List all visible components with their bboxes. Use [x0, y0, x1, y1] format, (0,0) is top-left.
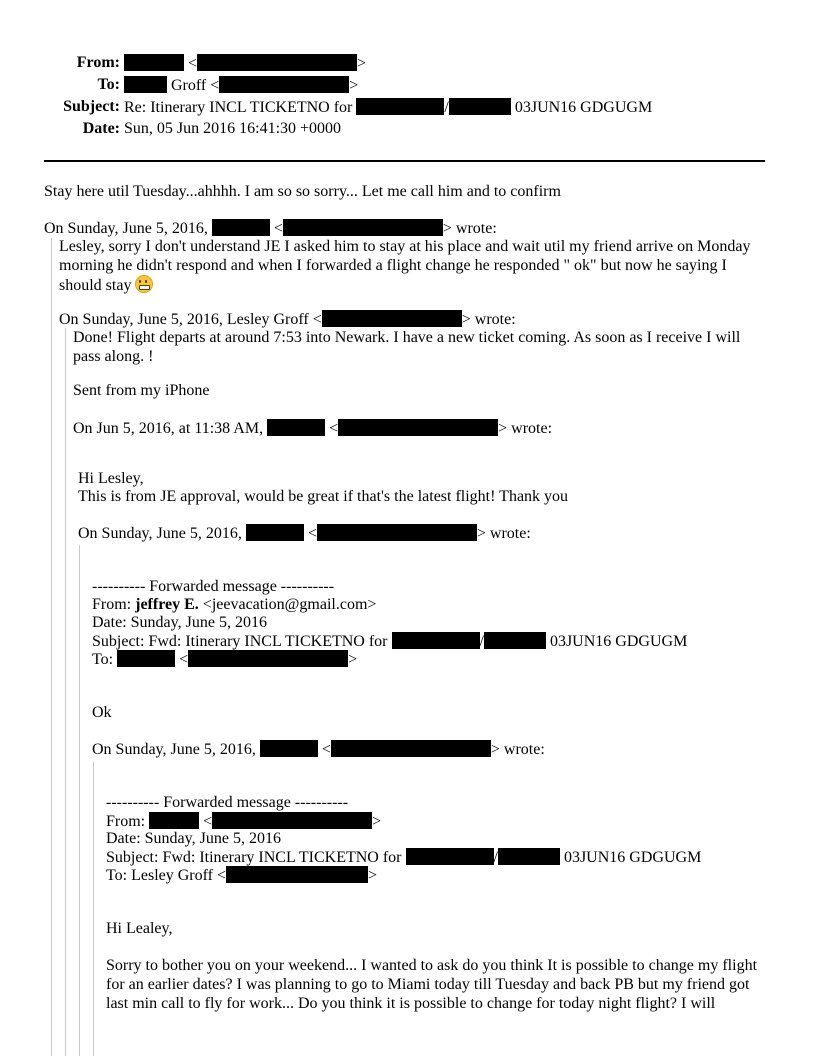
- redaction: [212, 219, 270, 236]
- grimacing-face-icon: [135, 275, 153, 293]
- redaction: [124, 76, 167, 93]
- subject-text: Re: Itinerary INCL TICKETNO for: [124, 99, 353, 116]
- from-label: From:: [92, 596, 132, 613]
- wrote-text: > wrote:: [476, 525, 531, 542]
- quoted-message-3: This is from JE approval, would be great if that's the latest flight! Thank you: [78, 488, 569, 505]
- sender-email: <jeevacation@gmail.com>: [202, 596, 377, 613]
- date-label: Date:: [82, 120, 120, 137]
- redaction: [406, 848, 494, 865]
- quote-bar: [79, 545, 80, 1056]
- to-name: Groff: [171, 77, 207, 94]
- redaction: [246, 524, 304, 541]
- fwd1-date: Date: Sunday, June 5, 2016: [92, 614, 267, 631]
- from-label: From:: [76, 54, 120, 71]
- quote-attribution-4: On Sunday, June 5, 2016, < > wrote:: [78, 525, 531, 542]
- date-value: Sun, 05 Jun 2016 16:41:30 +0000: [124, 120, 342, 137]
- attribution-text: On Sunday, June 5, 2016,: [44, 220, 208, 237]
- fwd1-from: [92, 596, 376, 614]
- forwarded-marker: ---------- Forwarded message ----------: [106, 794, 349, 811]
- greeting: Hi Lesley,: [78, 470, 144, 487]
- redaction: [317, 524, 477, 541]
- redaction: [267, 419, 325, 436]
- subject-label: Subject:: [63, 98, 120, 115]
- redaction: [149, 812, 199, 829]
- subject-text: Subject: Fwd: Itinerary INCL TICKETNO for: [106, 849, 402, 866]
- quoted-message-1: [59, 237, 759, 295]
- quote-attribution-1: On Sunday, June 5, 2016, < > wrote:: [44, 220, 497, 237]
- quote-attribution-2: [59, 310, 516, 329]
- reply-text: Stay here util Tuesday...ahhhh. I am so so sorry... Let me call him and to confirm: [44, 183, 561, 200]
- redaction: [212, 812, 372, 829]
- from-value: < >: [124, 54, 366, 73]
- redaction: [322, 310, 462, 327]
- quoted-message-2: Done! Flight departs at around 7:53 into Newark. I have a new ticket coming. As soon as I receive I will pass along. !: [73, 329, 741, 365]
- redaction: [283, 219, 443, 236]
- redaction: [188, 650, 348, 667]
- wrote-text: > wrote:: [461, 311, 516, 328]
- quote-bar: [93, 762, 94, 1056]
- ok-text: Ok: [92, 704, 112, 721]
- sender-name: jeffrey E.: [135, 596, 199, 613]
- redaction: [392, 632, 480, 649]
- redaction: [331, 740, 491, 757]
- forwarded-marker: ---------- Forwarded message ----------: [92, 578, 335, 595]
- quote-attribution-5: On Sunday, June 5, 2016, < > wrote:: [92, 741, 545, 758]
- redaction: [219, 76, 349, 93]
- attribution-text: On Sunday, June 5, 2016,: [92, 741, 256, 758]
- subject-code: 03JUN16 GDGUGM: [563, 849, 702, 866]
- quoted-message-5: Sorry to bother you on your weekend... I wanted to ask do you think It is possible to change my flight for an earlier dates? I was planning to go to Miami today till Tuesday and back PB but my friend got last min call to fly for work... Do you think it is possible to change for today night flight? I will: [106, 957, 758, 1012]
- from-label: From:: [106, 813, 146, 830]
- fwd1-to: To: < >: [92, 651, 358, 668]
- redaction: [449, 98, 511, 115]
- attribution-text: On Jun 5, 2016, at 11:38 AM,: [73, 420, 264, 437]
- fwd1-subject: Subject: Fwd: Itinerary INCL TICKETNO for / 03JUN16 GDGUGM: [92, 633, 688, 650]
- fwd2-from: From: < >: [106, 813, 382, 830]
- redaction: [260, 740, 318, 757]
- redaction: [197, 54, 357, 71]
- subject-code: 03JUN16 GDGUGM: [514, 99, 653, 116]
- to-value: Groff < >: [124, 76, 358, 95]
- subject-code: 03JUN16 GDGUGM: [549, 633, 688, 650]
- fwd2-to: To: Lesley Groff < >: [106, 867, 378, 884]
- quote-bar: [51, 238, 52, 1056]
- to-text: To: Lesley Groff <: [106, 867, 227, 884]
- message-text: Lesley, sorry I don't understand JE I asked him to stay at his place and wait util my friend arrive on Monday morning he didn't respond and when I forwarded a flight change he responded " ok" but now he saying I should stay: [59, 238, 751, 294]
- sent-from: Sent from my iPhone: [73, 382, 210, 399]
- redaction: [124, 54, 184, 71]
- fwd2-subject: Subject: Fwd: Itinerary INCL TICKETNO for / 03JUN16 GDGUGM: [106, 849, 702, 866]
- redaction: [117, 650, 175, 667]
- quote-bar: [65, 328, 66, 1056]
- wrote-text: > wrote:: [490, 741, 545, 758]
- attribution-text: On Sunday, June 5, 2016, Lesley Groff <: [59, 311, 322, 328]
- to-label: To:: [92, 651, 114, 668]
- redaction: [226, 866, 368, 883]
- to-label: To:: [97, 76, 120, 93]
- greeting: Hi Lealey,: [106, 920, 173, 937]
- redaction: [356, 98, 444, 115]
- wrote-text: > wrote:: [442, 220, 497, 237]
- header-divider: [44, 160, 765, 162]
- subject-value: Re: Itinerary INCL TICKETNO for / 03JUN16 GDGUGM: [124, 99, 653, 116]
- quote-attribution-3: On Jun 5, 2016, at 11:38 AM, < > wrote:: [73, 420, 553, 437]
- redaction: [338, 419, 498, 436]
- fwd2-date: Date: Sunday, June 5, 2016: [106, 830, 281, 847]
- subject-text: Subject: Fwd: Itinerary INCL TICKETNO for: [92, 633, 388, 650]
- attribution-text: On Sunday, June 5, 2016,: [78, 525, 242, 542]
- wrote-text: > wrote:: [498, 420, 553, 437]
- redaction: [498, 848, 560, 865]
- redaction: [484, 632, 546, 649]
